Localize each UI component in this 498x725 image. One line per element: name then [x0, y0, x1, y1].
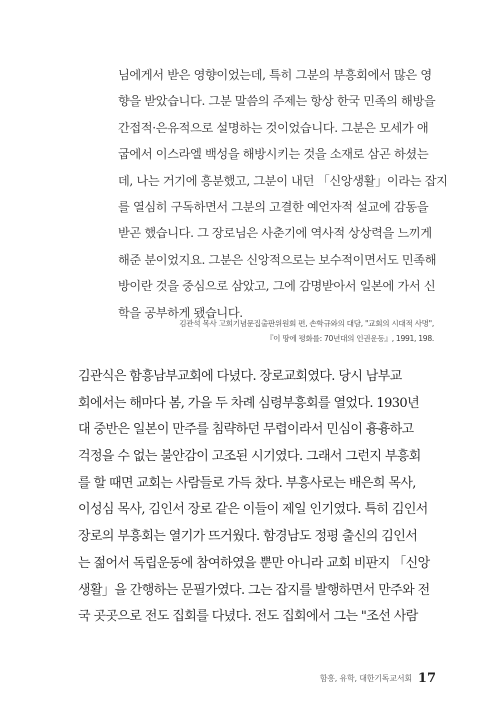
body-line: 걱정을 수 없는 불안감이 고조된 시기였다. 그래서 그런지 부흥회 [78, 449, 421, 465]
quote-line: 해준 분이었지요. 그분은 신앙적으로는 보수적이면서도 민족해 [118, 252, 437, 267]
body-line: 김관식은 함흥남부교회에 다녔다. 장로교회였다. 당시 남부교 [78, 369, 402, 384]
body-line: 생활」을 간행하는 문필가였다. 그는 잡지를 발행하면서 만주와 전 [78, 582, 430, 598]
interview-quote [118, 62, 448, 326]
running-footer [320, 668, 436, 687]
citation-line: 김관석 목사 고희기념문집출판위원회 편, 손학규와의 대담, "교회의 시대적 사명", [179, 319, 434, 328]
quote-line: 를 열심히 구독하면서 그분의 고결한 예언자적 설교에 감동을 [118, 199, 429, 214]
body-line: 대 중반은 일본이 만주를 침략하던 무렵이라서 민심이 흉흉하고 [78, 422, 414, 438]
body-text [78, 364, 438, 631]
quote-line: 굽에서 이스라엘 백성을 해방시키는 것을 소재로 삼곤 하셨는 [118, 147, 429, 162]
quote-line: 방이란 것을 중심으로 삼았고, 그에 감명받아서 일본에 가서 신 [118, 279, 436, 294]
chapter-title: 함흥, 유학, 대한기독교서회 [319, 674, 412, 683]
body-line: 이성심 목사, 김인서 장로 같은 이들이 제일 인기였다. 특히 김인서 [78, 502, 428, 518]
body-line: 를 할 때면 교회는 사람들로 가득 찼다. 부흥사로는 배은희 목사, [78, 475, 416, 491]
quote-line: 학을 공부하게 됐습니다. [118, 305, 243, 320]
body-line: 회에서는 해마다 봄, 가을 두 차례 심령부흥회를 열었다. 1930년 [78, 395, 420, 411]
body-line: 장로의 부흥회는 열기가 뜨거웠다. 함경남도 정평 출신의 김인서 [78, 529, 418, 545]
quote-line: 데, 나는 거기에 흥분했고, 그분이 내던 「신앙생활」이라는 잡지 [118, 173, 448, 188]
quote-line: 간접적·은유적으로 설명하는 것이었습니다. 그분은 모세가 애 [118, 120, 429, 135]
quote-line: 향을 받았습니다. 그분 말씀의 주제는 항상 한국 민족의 해방을 [118, 94, 436, 109]
body-line: 국 곳곳으로 전도 집회를 다녔다. 전도 집회에서 그는 "조선 사람 [78, 609, 418, 625]
body-line: 는 젊어서 독립운동에 참여하였을 뿐만 아니라 교회 비판지 「신앙 [78, 555, 430, 571]
page-number: 17 [417, 671, 436, 686]
quote-line: 님에게서 받은 영향이었는데, 특히 그분의 부흥회에서 많은 영 [118, 68, 432, 82]
quote-line: 받곤 했습니다. 그 장로님은 사춘기에 역사적 상상력을 느끼게 [118, 226, 432, 241]
citation-line: 『이 땅에 평화를: 70년대의 인권운동』, 1991, 198. [265, 334, 434, 343]
quote-source-citation [179, 316, 434, 346]
